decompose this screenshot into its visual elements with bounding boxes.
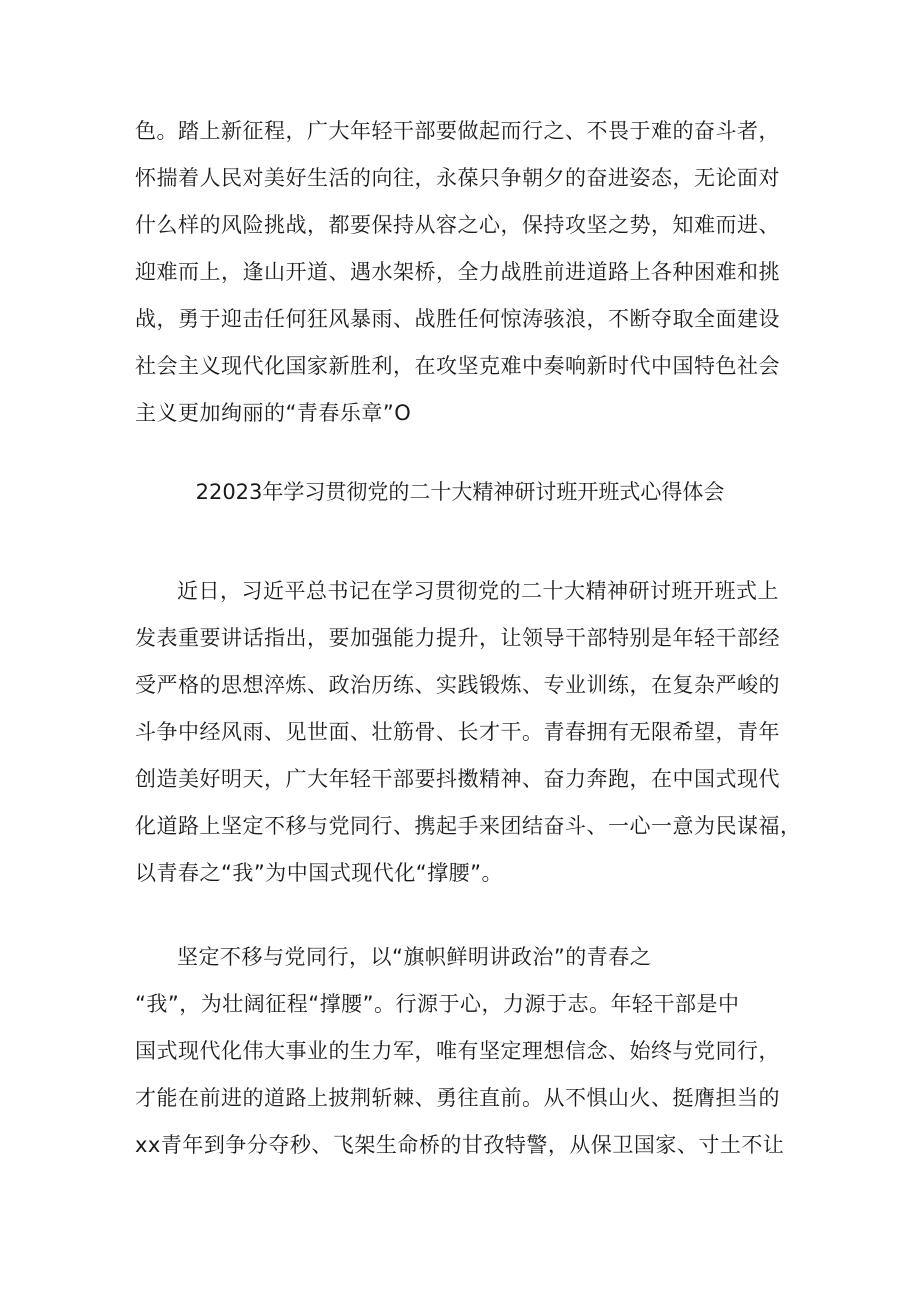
paragraph-3-line-2: “我”，为壮阔征程“撑腰”。行源于心，力源于志。年轻干部是中 xyxy=(135,992,740,1016)
paragraph-1-line-5: 战，勇于迎击任何狂风暴雨、战胜任何惊涛骇浪，不断夺取全面建设 xyxy=(135,307,780,331)
paragraph-1 xyxy=(135,108,785,437)
paragraph-1-line-6: 社会主义现代化国家新胜利，在攻坚克难中奏响新时代中国特色社会 xyxy=(135,354,780,378)
paragraph-3-line-4: 才能在前进的道路上披荆斩棘、勇往直前。从不惧山火、挺膺担当的 xyxy=(135,1086,780,1110)
paragraph-3-line-5: xx青年到争分夺秒、飞架生命桥的甘孜特警，从保卫国家、寸土不让 xyxy=(135,1133,785,1157)
paragraph-2 xyxy=(135,568,802,897)
paragraph-2-line-6: 化道路上坚定不移与党同行、携起手来团结奋斗、一心一意为民谋福， xyxy=(135,814,802,838)
paragraph-2-line-7: 以青春之“我”为中国式现代化“撑腰”。 xyxy=(135,861,504,885)
paragraph-1-line-1: 色。踏上新征程，广大年轻干部要做起而行之、不畏于难的奋斗者， xyxy=(135,119,780,143)
paragraph-3 xyxy=(135,934,785,1169)
paragraph-1-line-2: 怀揣着人民对美好生活的向往，永葆只争朝夕的奋进姿态，无论面对 xyxy=(135,166,780,190)
paragraph-3-line-1: 坚定不移与党同行，以“旗帜鲜明讲政治”的青春之 xyxy=(177,945,652,969)
paragraph-2-line-2: 发表重要讲话指出，要加强能力提升，让领导干部特别是年轻干部经 xyxy=(135,626,780,650)
paragraph-2-line-3: 受严格的思想淬炼、政治历练、实践锻炼、专业训练，在复杂严峻的 xyxy=(135,673,780,697)
paragraph-1-line-4: 迎难而上，逢山开道、遇水架桥，全力战胜前进道路上各种困难和挑 xyxy=(135,260,780,284)
paragraph-1-line-3: 什么样的风险挑战，都要保持从容之心，保持攻坚之势，知难而进、 xyxy=(135,213,780,237)
paragraph-1-line-7: 主义更加绚丽的“青春乐章”O xyxy=(135,401,412,425)
paragraph-2-line-5: 创造美好明天，广大年轻干部要抖擞精神、奋力奔跑，在中国式现代 xyxy=(135,767,780,791)
paragraph-3-line-3: 国式现代化伟大事业的生力军，唯有坚定理想信念、始终与党同行， xyxy=(135,1039,780,1063)
paragraph-2-line-4: 斗争中经风雨、见世面、壮筋骨、长才干。青春拥有无限希望，青年 xyxy=(135,720,780,744)
section-title: 22023年学习贯彻党的二十大精神研讨班开班式心得体会 xyxy=(195,480,725,504)
paragraph-2-line-1: 近日，习近平总书记在学习贯彻党的二十大精神研讨班开班式上 xyxy=(177,579,779,603)
